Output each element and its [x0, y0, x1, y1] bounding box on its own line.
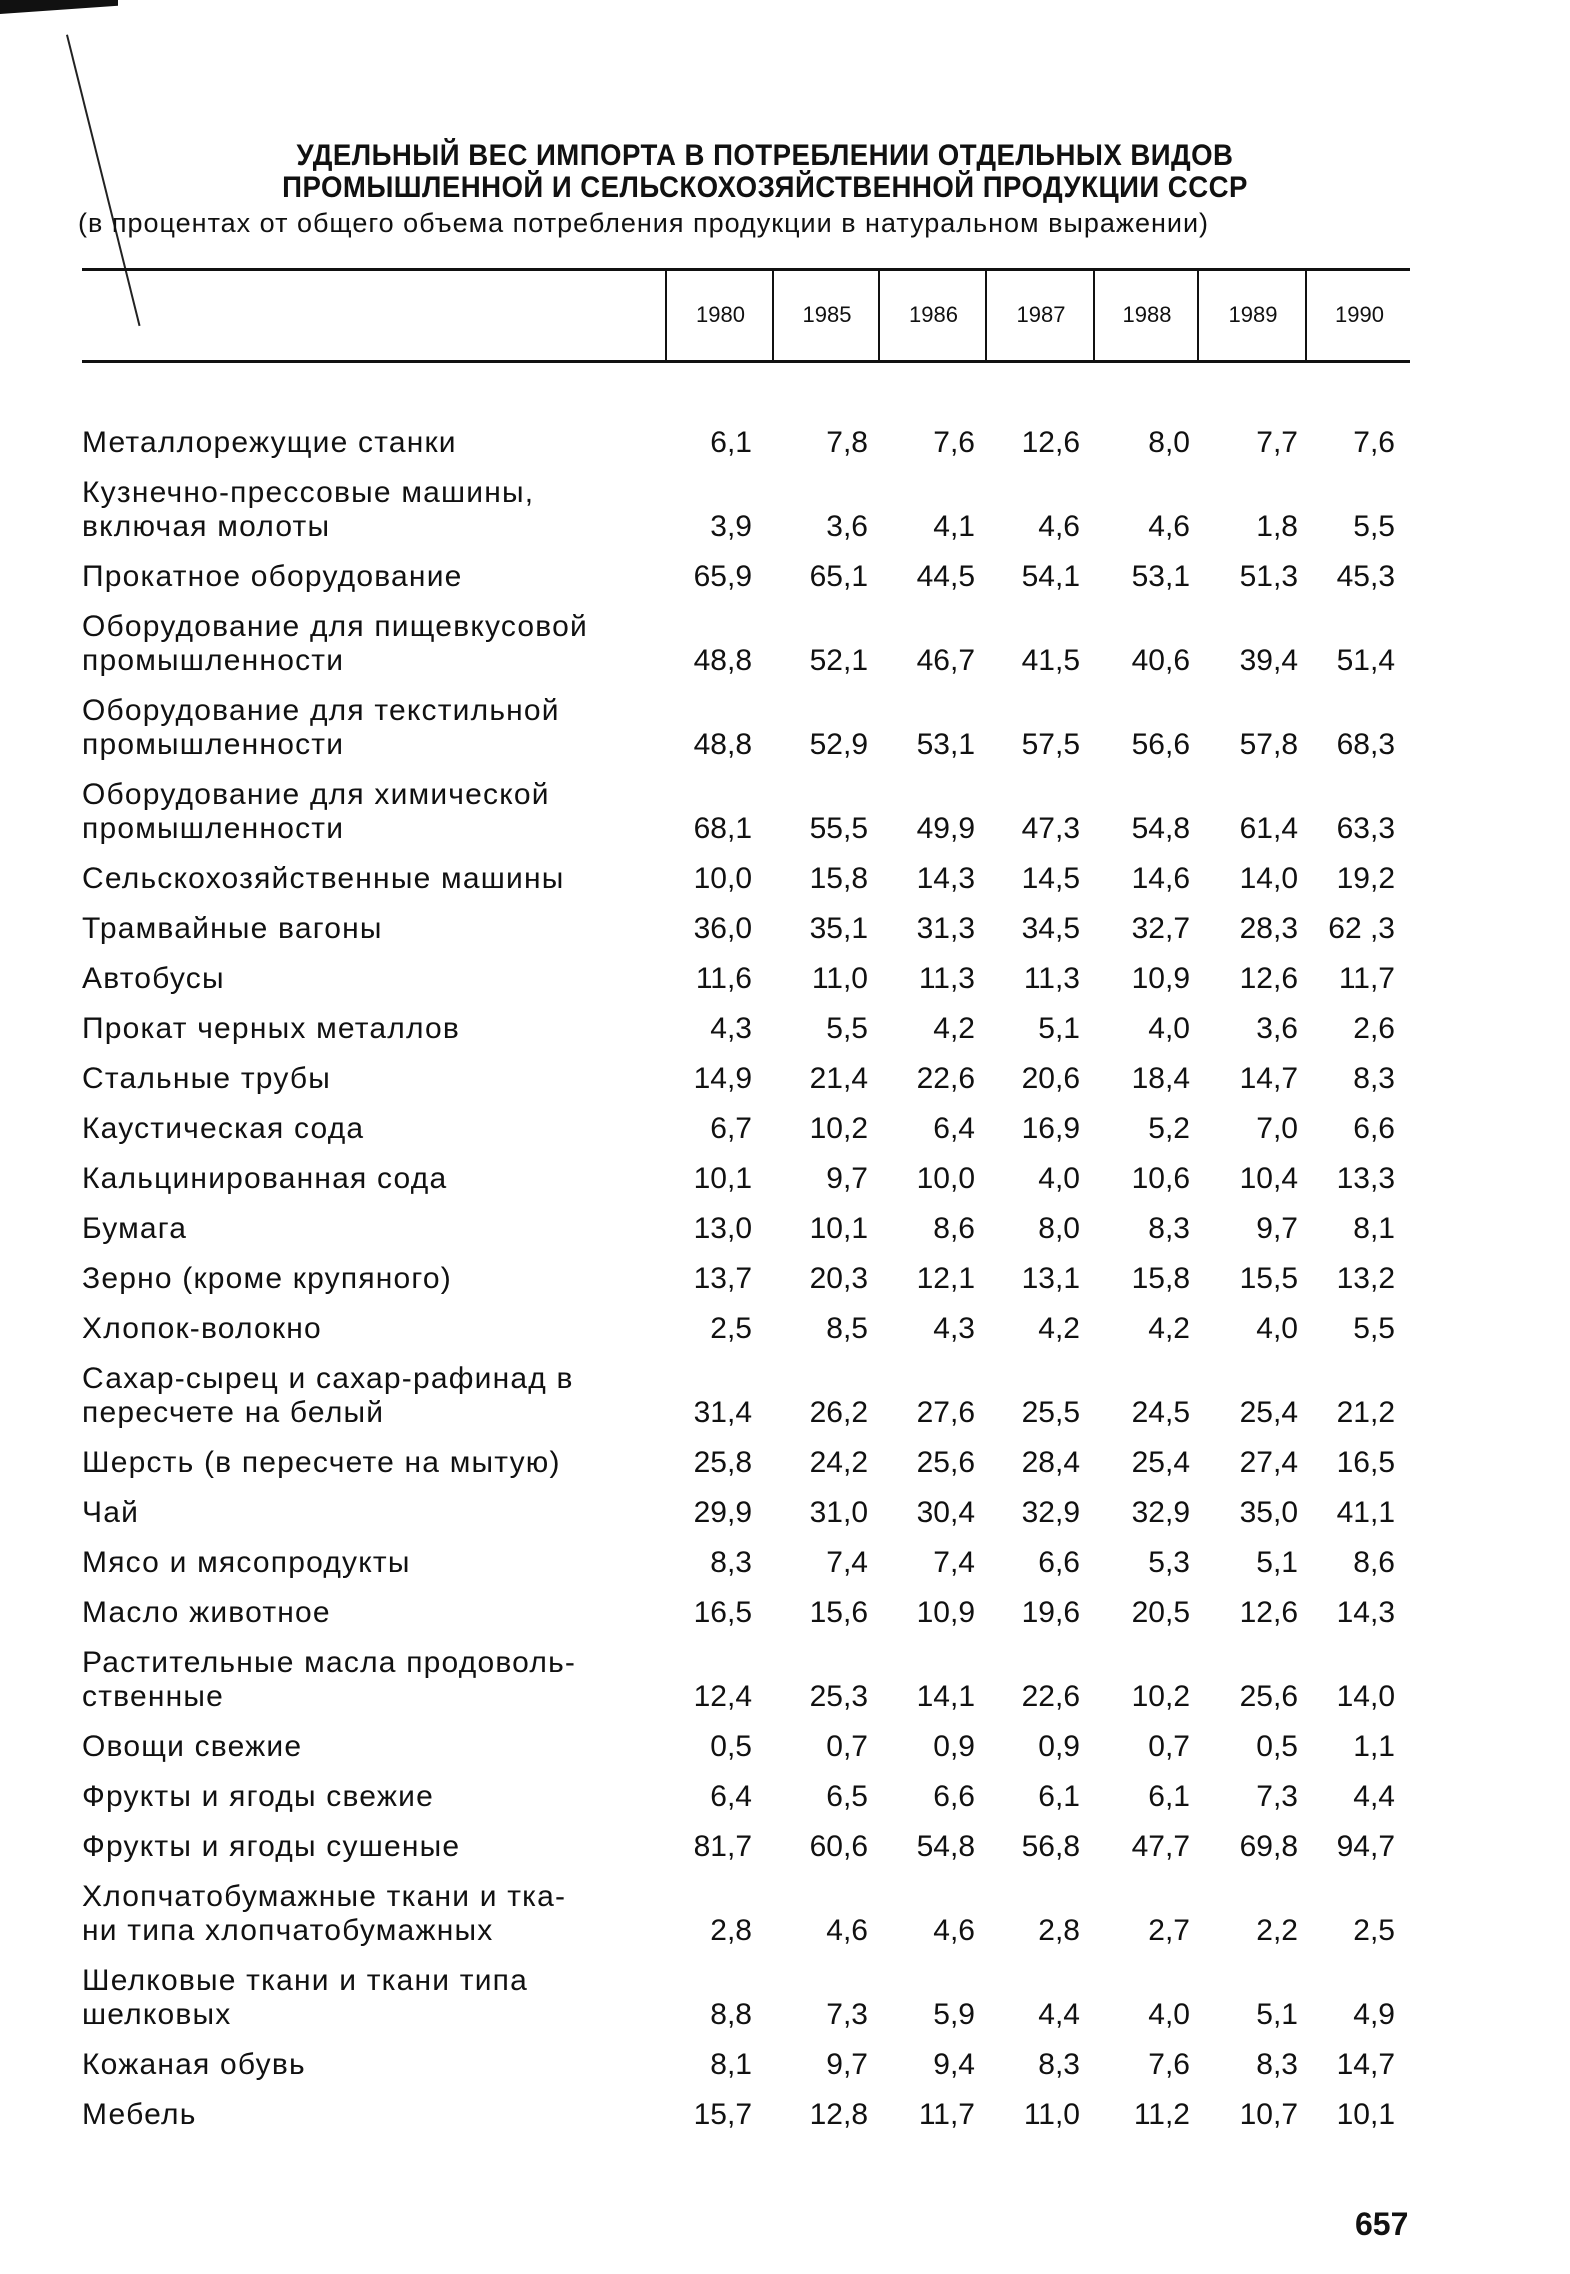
cell-value-1988: 8,0	[1148, 426, 1190, 459]
cell-value-1986: 4,3	[933, 1312, 975, 1345]
cell-value-1980: 6,1	[710, 426, 752, 459]
cell-value-1980: 13,0	[693, 1212, 752, 1245]
cell-value-1989: 51,3	[1239, 560, 1298, 593]
cell-value-1990: 45,3	[1336, 560, 1395, 593]
cell-value-1989: 25,6	[1239, 1680, 1298, 1713]
table-header-bottom-rule	[82, 360, 1410, 363]
cell-value-1988: 6,1	[1148, 1780, 1190, 1813]
cell-value-1980: 15,7	[693, 2098, 752, 2131]
cell-value-1990: 68,3	[1336, 728, 1395, 761]
cell-value-1989: 3,6	[1256, 1012, 1298, 1045]
cell-value-1988: 24,5	[1131, 1396, 1190, 1429]
cell-value-1989: 10,7	[1239, 2098, 1298, 2131]
cell-value-1980: 6,7	[710, 1112, 752, 1145]
cell-value-1989: 0,5	[1256, 1730, 1298, 1763]
cell-value-1987: 28,4	[1021, 1446, 1080, 1479]
cell-value-1980: 48,8	[693, 644, 752, 677]
cell-value-1986: 14,3	[916, 862, 975, 895]
cell-value-1988: 2,7	[1148, 1914, 1190, 1947]
row-label: Оборудование для текстильной	[82, 694, 560, 727]
cell-value-1990: 5,5	[1353, 1312, 1395, 1345]
cell-value-1990: 10,1	[1336, 2098, 1395, 2131]
cell-value-1989: 35,0	[1239, 1496, 1298, 1529]
row-label: Трамвайные вагоны	[82, 912, 383, 945]
cell-value-1986: 44,5	[916, 560, 975, 593]
cell-value-1987: 25,5	[1021, 1396, 1080, 1429]
cell-value-1987: 57,5	[1021, 728, 1080, 761]
cell-value-1987: 32,9	[1021, 1496, 1080, 1529]
cell-value-1990: 14,0	[1336, 1680, 1395, 1713]
cell-value-1988: 47,7	[1131, 1830, 1190, 1863]
cell-value-1986: 30,4	[916, 1496, 975, 1529]
cell-value-1986: 31,3	[916, 912, 975, 945]
column-header-1980: 1980	[665, 270, 774, 360]
cell-value-1987: 11,0	[1023, 2098, 1080, 2131]
cell-value-1989: 14,7	[1239, 1062, 1298, 1095]
cell-value-1985: 7,4	[826, 1546, 868, 1579]
cell-value-1985: 25,3	[809, 1680, 868, 1713]
cell-value-1989: 12,6	[1239, 1596, 1298, 1629]
row-label: Автобусы	[82, 962, 225, 995]
cell-value-1980: 11,6	[695, 962, 752, 995]
cell-value-1990: 63,3	[1336, 812, 1395, 845]
row-label: Оборудование для химической	[82, 778, 550, 811]
cell-value-1985: 15,6	[809, 1596, 868, 1629]
cell-value-1990: 16,5	[1336, 1446, 1395, 1479]
row-label: Оборудование для пищевкусовой	[82, 610, 588, 643]
cell-value-1988: 32,9	[1131, 1496, 1190, 1529]
cell-value-1990: 4,9	[1353, 1998, 1395, 2031]
cell-value-1989: 5,1	[1256, 1998, 1298, 2031]
cell-value-1988: 54,8	[1131, 812, 1190, 845]
cell-value-1989: 9,7	[1256, 1212, 1298, 1245]
cell-value-1988: 56,6	[1131, 728, 1190, 761]
cell-value-1987: 16,9	[1021, 1112, 1080, 1145]
cell-value-1987: 12,6	[1021, 426, 1080, 459]
scan-corner-mark	[0, 0, 118, 14]
cell-value-1988: 4,6	[1148, 510, 1190, 543]
cell-value-1990: 51,4	[1336, 644, 1395, 677]
cell-value-1987: 0,9	[1038, 1730, 1080, 1763]
cell-value-1987: 19,6	[1021, 1596, 1080, 1629]
cell-value-1980: 10,1	[693, 1162, 752, 1195]
cell-value-1985: 7,8	[826, 426, 868, 459]
cell-value-1985: 10,1	[809, 1212, 868, 1245]
cell-value-1980: 29,9	[693, 1496, 752, 1529]
cell-value-1985: 5,5	[826, 1012, 868, 1045]
cell-value-1980: 14,9	[693, 1062, 752, 1095]
cell-value-1987: 47,3	[1021, 812, 1080, 845]
cell-value-1990: 2,5	[1353, 1914, 1395, 1947]
cell-value-1985: 4,6	[826, 1914, 868, 1947]
cell-value-1990: 62 ,3	[1328, 912, 1395, 945]
cell-value-1985: 52,1	[809, 644, 868, 677]
cell-value-1980: 13,7	[693, 1262, 752, 1295]
cell-value-1986: 6,6	[933, 1780, 975, 1813]
row-label: Фрукты и ягоды свежие	[82, 1780, 434, 1813]
cell-value-1985: 35,1	[809, 912, 868, 945]
row-label: Кальцинированная сода	[82, 1162, 448, 1195]
cell-value-1987: 6,1	[1038, 1780, 1080, 1813]
cell-value-1987: 8,3	[1038, 2048, 1080, 2081]
cell-value-1986: 0,9	[933, 1730, 975, 1763]
cell-value-1985: 10,2	[809, 1112, 868, 1145]
cell-value-1987: 20,6	[1021, 1062, 1080, 1095]
cell-value-1985: 24,2	[809, 1446, 868, 1479]
cell-value-1980: 65,9	[693, 560, 752, 593]
cell-value-1985: 15,8	[809, 862, 868, 895]
cell-value-1987: 22,6	[1021, 1680, 1080, 1713]
cell-value-1986: 11,3	[918, 962, 975, 995]
cell-value-1987: 56,8	[1021, 1830, 1080, 1863]
cell-value-1990: 8,3	[1353, 1062, 1395, 1095]
row-label: Мясо и мясопродукты	[82, 1546, 411, 1579]
cell-value-1980: 31,4	[693, 1396, 752, 1429]
cell-value-1985: 6,5	[826, 1780, 868, 1813]
cell-value-1989: 15,5	[1239, 1262, 1298, 1295]
row-label: включая молоты	[82, 510, 331, 543]
row-label: Овощи свежие	[82, 1730, 303, 1763]
cell-value-1989: 10,4	[1239, 1162, 1298, 1195]
cell-value-1986: 7,6	[933, 426, 975, 459]
cell-value-1988: 5,2	[1148, 1112, 1190, 1145]
cell-value-1988: 8,3	[1148, 1212, 1190, 1245]
cell-value-1990: 5,5	[1353, 510, 1395, 543]
cell-value-1988: 32,7	[1131, 912, 1190, 945]
cell-value-1986: 46,7	[916, 644, 975, 677]
cell-value-1990: 8,6	[1353, 1546, 1395, 1579]
cell-value-1985: 3,6	[826, 510, 868, 543]
cell-value-1980: 8,1	[710, 2048, 752, 2081]
cell-value-1988: 4,0	[1148, 1998, 1190, 2031]
cell-value-1985: 65,1	[809, 560, 868, 593]
cell-value-1986: 14,1	[916, 1680, 975, 1713]
cell-value-1988: 18,4	[1131, 1062, 1190, 1095]
row-label: Зерно (кроме крупяного)	[82, 1262, 452, 1295]
cell-value-1989: 8,3	[1256, 2048, 1298, 2081]
column-header-1987: 1987	[985, 270, 1095, 360]
cell-value-1987: 54,1	[1021, 560, 1080, 593]
column-header-1989: 1989	[1197, 270, 1307, 360]
cell-value-1988: 0,7	[1148, 1730, 1190, 1763]
cell-value-1989: 12,6	[1239, 962, 1298, 995]
cell-value-1980: 10,0	[693, 862, 752, 895]
cell-value-1990: 8,1	[1353, 1212, 1395, 1245]
cell-value-1985: 9,7	[826, 1162, 868, 1195]
row-label: Бумага	[82, 1212, 188, 1245]
cell-value-1986: 4,6	[933, 1914, 975, 1947]
cell-value-1980: 16,5	[693, 1596, 752, 1629]
cell-value-1986: 4,2	[933, 1012, 975, 1045]
row-label: Прокат черных металлов	[82, 1012, 461, 1045]
page-subtitle: (в процентах от общего объема потребления продукции в натуральном выражении)	[78, 208, 1210, 238]
cell-value-1980: 3,9	[710, 510, 752, 543]
row-label: ни типа хлопчатобумажных	[82, 1914, 494, 1947]
cell-value-1985: 11,0	[811, 962, 868, 995]
cell-value-1986: 27,6	[916, 1396, 975, 1429]
row-label: пересчете на белый	[82, 1396, 385, 1429]
cell-value-1985: 20,3	[809, 1262, 868, 1295]
page-title-line-1: УДЕЛЬНЫЙ ВЕС ИМПОРТА В ПОТРЕБЛЕНИИ ОТДЕЛЬНЫХ ВИДОВ	[296, 139, 1234, 172]
cell-value-1989: 14,0	[1239, 862, 1298, 895]
row-label: Фрукты и ягоды сушеные	[82, 1830, 461, 1863]
cell-value-1990: 94,7	[1336, 1830, 1395, 1863]
cell-value-1987: 13,1	[1021, 1262, 1080, 1295]
cell-value-1990: 4,4	[1353, 1780, 1395, 1813]
cell-value-1980: 25,8	[693, 1446, 752, 1479]
cell-value-1988: 5,3	[1148, 1546, 1190, 1579]
cell-value-1990: 41,1	[1336, 1496, 1395, 1529]
cell-value-1990: 14,7	[1336, 2048, 1395, 2081]
cell-value-1988: 11,2	[1133, 2098, 1190, 2131]
cell-value-1985: 0,7	[826, 1730, 868, 1763]
row-label: Шелковые ткани и ткани типа	[82, 1964, 529, 1997]
row-label: Кожаная обувь	[82, 2048, 306, 2081]
cell-value-1985: 7,3	[826, 1998, 868, 2031]
cell-value-1988: 15,8	[1131, 1262, 1190, 1295]
cell-value-1987: 11,3	[1023, 962, 1080, 995]
cell-value-1987: 4,4	[1038, 1998, 1080, 2031]
cell-value-1989: 57,8	[1239, 728, 1298, 761]
cell-value-1986: 9,4	[933, 2048, 975, 2081]
cell-value-1985: 8,5	[826, 1312, 868, 1345]
cell-value-1989: 69,8	[1239, 1830, 1298, 1863]
row-label: Хлопчатобумажные ткани и тка-	[82, 1880, 567, 1913]
cell-value-1985: 9,7	[826, 2048, 868, 2081]
cell-value-1989: 1,8	[1256, 510, 1298, 543]
cell-value-1989: 5,1	[1256, 1546, 1298, 1579]
cell-value-1990: 13,2	[1336, 1262, 1395, 1295]
cell-value-1986: 6,4	[933, 1112, 975, 1145]
cell-value-1988: 4,2	[1148, 1312, 1190, 1345]
cell-value-1990: 21,2	[1336, 1396, 1395, 1429]
row-label: промышленности	[82, 644, 345, 677]
cell-value-1990: 1,1	[1353, 1730, 1395, 1763]
row-label: Растительные масла продоволь-	[82, 1646, 577, 1679]
row-label: Чай	[82, 1496, 140, 1529]
cell-value-1988: 14,6	[1131, 862, 1190, 895]
cell-value-1988: 20,5	[1131, 1596, 1190, 1629]
cell-value-1990: 14,3	[1336, 1596, 1395, 1629]
cell-value-1985: 12,8	[809, 2098, 868, 2131]
row-label: Сельскохозяйственные машины	[82, 862, 565, 895]
page-number: 657	[1355, 2206, 1409, 2242]
cell-value-1987: 6,6	[1038, 1546, 1080, 1579]
cell-value-1980: 8,8	[710, 1998, 752, 2031]
cell-value-1986: 49,9	[916, 812, 975, 845]
row-label: Шерсть (в пересчете на мытую)	[82, 1446, 561, 1479]
cell-value-1989: 7,3	[1256, 1780, 1298, 1813]
cell-value-1986: 7,4	[933, 1546, 975, 1579]
page-title-line-2: ПРОМЫШЛЕННОЙ И СЕЛЬСКОХОЗЯЙСТВЕННОЙ ПРОДУКЦИИ СССР	[282, 171, 1248, 204]
cell-value-1980: 36,0	[693, 912, 752, 945]
cell-value-1990: 19,2	[1336, 862, 1395, 895]
cell-value-1986: 5,9	[933, 1998, 975, 2031]
cell-value-1986: 53,1	[916, 728, 975, 761]
cell-value-1989: 25,4	[1239, 1396, 1298, 1429]
cell-value-1986: 11,7	[918, 2098, 975, 2131]
cell-value-1988: 4,0	[1148, 1012, 1190, 1045]
cell-value-1985: 52,9	[809, 728, 868, 761]
cell-value-1988: 25,4	[1131, 1446, 1190, 1479]
cell-value-1987: 34,5	[1021, 912, 1080, 945]
cell-value-1980: 0,5	[710, 1730, 752, 1763]
row-label: Стальные трубы	[82, 1062, 332, 1095]
row-label: Каустическая сода	[82, 1112, 365, 1145]
row-label: ственные	[82, 1680, 225, 1713]
row-label: Хлопок-волокно	[82, 1312, 322, 1345]
row-label: промышленности	[82, 812, 345, 845]
cell-value-1987: 41,5	[1021, 644, 1080, 677]
row-label: Мебель	[82, 2098, 197, 2131]
cell-value-1980: 48,8	[693, 728, 752, 761]
cell-value-1980: 4,3	[710, 1012, 752, 1045]
cell-value-1990: 7,6	[1353, 426, 1395, 459]
column-header-1990: 1990	[1305, 270, 1412, 360]
cell-value-1988: 7,6	[1148, 2048, 1190, 2081]
cell-value-1989: 2,2	[1256, 1914, 1298, 1947]
cell-value-1987: 4,2	[1038, 1312, 1080, 1345]
cell-value-1986: 25,6	[916, 1446, 975, 1479]
cell-value-1986: 22,6	[916, 1062, 975, 1095]
cell-value-1988: 10,6	[1131, 1162, 1190, 1195]
cell-value-1980: 12,4	[693, 1680, 752, 1713]
cell-value-1989: 4,0	[1256, 1312, 1298, 1345]
column-header-1986: 1986	[878, 270, 987, 360]
cell-value-1986: 54,8	[916, 1830, 975, 1863]
cell-value-1987: 4,6	[1038, 510, 1080, 543]
cell-value-1980: 2,8	[710, 1914, 752, 1947]
row-label: Сахар-сырец и сахар-рафинад в	[82, 1362, 574, 1395]
cell-value-1985: 31,0	[809, 1496, 868, 1529]
cell-value-1986: 12,1	[916, 1262, 975, 1295]
cell-value-1980: 81,7	[693, 1830, 752, 1863]
cell-value-1987: 14,5	[1021, 862, 1080, 895]
cell-value-1990: 6,6	[1353, 1112, 1395, 1145]
cell-value-1987: 4,0	[1038, 1162, 1080, 1195]
column-header-1988: 1988	[1093, 270, 1199, 360]
cell-value-1989: 61,4	[1239, 812, 1298, 845]
row-label: Масло животное	[82, 1596, 331, 1629]
cell-value-1980: 2,5	[710, 1312, 752, 1345]
cell-value-1985: 21,4	[809, 1062, 868, 1095]
cell-value-1989: 28,3	[1239, 912, 1298, 945]
cell-value-1990: 2,6	[1353, 1012, 1395, 1045]
cell-value-1986: 4,1	[933, 510, 975, 543]
cell-value-1986: 8,6	[933, 1212, 975, 1245]
cell-value-1989: 7,7	[1256, 426, 1298, 459]
cell-value-1987: 2,8	[1038, 1914, 1080, 1947]
row-label: Кузнечно-прессовые машины,	[82, 476, 535, 509]
cell-value-1988: 10,9	[1131, 962, 1190, 995]
cell-value-1988: 53,1	[1131, 560, 1190, 593]
cell-value-1987: 5,1	[1038, 1012, 1080, 1045]
cell-value-1988: 10,2	[1131, 1680, 1190, 1713]
cell-value-1990: 13,3	[1336, 1162, 1395, 1195]
row-label: шелковых	[82, 1998, 232, 2031]
cell-value-1986: 10,9	[916, 1596, 975, 1629]
cell-value-1989: 27,4	[1239, 1446, 1298, 1479]
cell-value-1988: 40,6	[1131, 644, 1190, 677]
cell-value-1985: 55,5	[809, 812, 868, 845]
row-label: Металлорежущие станки	[82, 426, 457, 459]
cell-value-1989: 7,0	[1256, 1112, 1298, 1145]
cell-value-1980: 6,4	[710, 1780, 752, 1813]
cell-value-1985: 26,2	[809, 1396, 868, 1429]
cell-value-1990: 11,7	[1338, 962, 1395, 995]
cell-value-1987: 8,0	[1038, 1212, 1080, 1245]
cell-value-1980: 8,3	[710, 1546, 752, 1579]
cell-value-1985: 60,6	[809, 1830, 868, 1863]
cell-value-1989: 39,4	[1239, 644, 1298, 677]
cell-value-1986: 10,0	[916, 1162, 975, 1195]
cell-value-1980: 68,1	[693, 812, 752, 845]
row-label: Прокатное оборудование	[82, 560, 463, 593]
column-header-1985: 1985	[772, 270, 880, 360]
row-label: промышленности	[82, 728, 345, 761]
